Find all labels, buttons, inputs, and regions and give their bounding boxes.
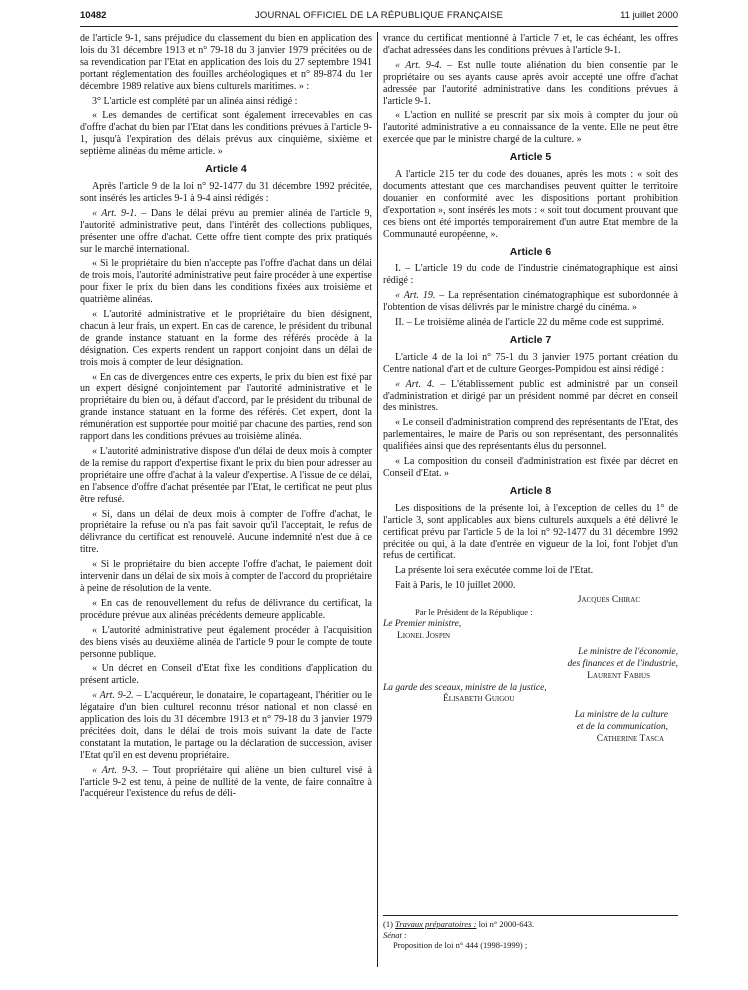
article-ref: « Art. 19. xyxy=(395,290,436,302)
paragraph: « En cas de divergences entre ces experts, le prix du bien est fixé par un expert désigné conjointement par l'autorité administrative et le propriétaire du bien ou, à défaut d'accord, par le président du tribunal de grande instance statuant en la forme des référés. Cet expert, dont la rémunération est supportée pour moitié par chacune des parties, rend son rapport dans les conditions prévues au troisième alinéa. xyxy=(80,371,372,443)
paragraph: « L'autorité administrative dispose d'un délai de deux mois à compter de la remise du rapport d'expertise fixant le prix du bien pour adresser au propriétaire une offre d'achat à la valeur d'expertise. A l'issue de ce délai, en l'absence d'offre d'achat présentée par l'Etat, le certificat ne peut plus être refusé. xyxy=(80,446,372,505)
paragraph-text: – Tout propriétaire qui aliène un bien culturel visé à l'article 9-2 est tenu, à peine de nullité de la vente, de faire connaître à l'acquéreur l'existence du refus de déli- xyxy=(80,764,372,800)
signatory-name: Lionel Jospin xyxy=(397,630,451,641)
page-number: 10482 xyxy=(80,10,107,21)
article-heading: Article 4 xyxy=(205,163,247,176)
footnote-value: loi n° 2000-643. xyxy=(476,919,535,929)
paragraph: « Si le propriétaire du bien accepte l'offre d'achat, le paiement doit intervenir dans un délai de six mois à compter de l'accord du propriétaire à peine de résolution de la vente. xyxy=(80,559,372,594)
paragraph xyxy=(80,690,372,761)
signatory-president: Jacques Chirac xyxy=(577,595,640,606)
signatory-name: Laurent Fabius xyxy=(587,670,650,681)
footnote-line: Sénat : xyxy=(383,929,407,940)
signatory-title: La ministre de la culture xyxy=(574,710,668,721)
paragraph: Fait à Paris, le 10 juillet 2000. xyxy=(395,580,516,592)
signatory-title: des finances et de l'industrie, xyxy=(567,658,678,669)
paragraph: 3° L'article est complété par un alinéa ainsi rédigé : xyxy=(92,95,298,107)
footnote-line: Proposition de loi n° 444 (1998-1999) ; xyxy=(393,940,528,950)
paragraph-text: – La représentation cinématographique est subordonnée à l'obtention de visas délivrés par le ministre chargé du cinéma. » xyxy=(383,290,678,314)
paragraph xyxy=(383,379,678,415)
footnote-line: (1) Travaux préparatoires : loi n° 2000-643. xyxy=(383,919,535,929)
paragraph: La présente loi sera exécutée comme loi de l'Etat. xyxy=(395,565,594,577)
article-ref: « Art. 9-3. xyxy=(92,764,138,776)
footnote-label: Travaux préparatoires : xyxy=(395,919,477,929)
paragraph xyxy=(383,290,678,314)
signatory-name: Catherine Tasca xyxy=(596,734,664,745)
paragraph xyxy=(80,765,372,801)
article-heading: Article 8 xyxy=(509,484,552,497)
paragraph: Les dispositions de la présente loi, à l'exception de celles du 1° de l'article 3, sont applicables aux biens culturels auxquels a été délivré le certificat prévu par l'article 5 de la loi n° 92-1477 du 31 décembre 1992 précitée ou qui, à la date d'entrée en vigueur de la loi, font l'objet d'un refus de certificat. xyxy=(383,502,678,562)
article-ref: « Art. 9-2. xyxy=(92,690,134,702)
journal-title: JOURNAL OFFICIEL DE LA RÉPUBLIQUE FRANÇAISE xyxy=(254,10,504,21)
paragraph: I. – L'article 19 du code de l'industrie cinématographique est ainsi rédigé : xyxy=(383,263,678,287)
paragraph: « Les demandes de certificat sont également irrecevables en cas d'offre d'achat du bien par l'Etat dans les conditions prévues à l'article 9-1, jusqu'à l'expiration des délais prévus aux cinquième, sixième et septième alinéas du même article. » xyxy=(80,110,372,158)
signatory-title: et de la communication, xyxy=(576,722,668,733)
right-column xyxy=(383,33,678,746)
paragraph: « L'action en nullité se prescrit par six mois à compter du jour où l'autorité administrative a eu connaissance de la vente. Elle ne peut être exercée que par le ministre chargé de la culture. » xyxy=(383,110,678,146)
paragraph: vrance du certificat mentionné à l'article 7 et, le cas échéant, les offres d'achat adressées dans les conditions prévues à l'article 9-1. xyxy=(383,33,678,56)
paragraph xyxy=(383,60,678,108)
paragraph: « La composition du conseil d'administration est fixée par décret en Conseil d'Etat. » xyxy=(383,456,678,479)
paragraph-text: – Dans le délai prévu au premier alinéa de l'article 9, l'autorité administrative peut, dans l'intérêt des collections publiques, présenter une offre d'achat. Cette offre tient compte des prix pratiqués sur le marché international. xyxy=(80,207,373,255)
article-heading: Article 7 xyxy=(509,333,552,346)
publication-date: 11 juillet 2000 xyxy=(620,10,678,21)
paragraph: de l'article 9-1, sans préjudice du classement du bien en application des lois du 31 décembre 1913 et n° 79-18 du 3 janvier 1979 précitées ou de sa revendication par l'Etat en application des lois du 27 septembre 1941 portant réglementation des fouilles archéologiques et n° 89-874 du 1er décembre 1989 relative aux biens culturels maritimes. » : xyxy=(80,33,372,92)
paragraph: « L'autorité administrative et le propriétaire du bien désignent, chacun à leur frais, un expert. En cas de carence, le président du tribunal de grande instance statuant en la forme des référés procède à la désignation. Ces experts rendent un rapport conjoint dans un délai de trois mois à compter de leur désignation. xyxy=(80,309,372,368)
footnote xyxy=(383,915,678,951)
signatory-title: Le ministre de l'économie, xyxy=(578,646,678,657)
signatory-title: La garde des sceaux, ministre de la justice, xyxy=(383,682,547,693)
paragraph: II. – Le troisième alinéa de l'article 22 du même code est supprimé. xyxy=(395,317,664,329)
paragraph-text: – L'établissement public est administré par un conseil d'administration et dirigé par un président nommé par décret en conseil des ministres. xyxy=(383,378,678,414)
paragraph-text: – L'acquéreur, le donataire, le copartageant, l'héritier ou le légataire d'un bien culturel reconnu trésor national et non classé en application des lois du 31 décembre 1913 et n° 79-18 du 3 janvier 1979 précitées doit, dans le délai de trois mois suivant la date de l'acte constatant la mutation, le partage ou la déclaration de succession, aviser l'Etat qu'il en est devenu propriétaire. xyxy=(80,690,373,761)
paragraph: « Un décret en Conseil d'Etat fixe les conditions d'application du présent article. xyxy=(80,663,372,687)
left-column xyxy=(80,33,372,803)
paragraph: « Le conseil d'administration comprend des représentants de l'Etat, des parlementaires, le maire de Paris ou son représentant, des personnalités qualifiées ainsi que des représentants élus du personnel. xyxy=(383,417,678,453)
paragraph: « En cas de renouvellement du refus de délivrance du certificat, la procédure prévue aux alinéas précédents demeure applicable. xyxy=(80,597,372,621)
signature-block xyxy=(383,595,678,746)
article-heading: Article 6 xyxy=(509,245,552,258)
article-heading: Article 5 xyxy=(509,151,552,164)
paragraph: Après l'article 9 de la loi n° 92-1477 du 31 décembre 1992 précitée, sont insérés les articles 9-1 à 9-4 ainsi rédigés : xyxy=(80,180,372,204)
signatory-name: Élisabeth Guigou xyxy=(443,694,515,705)
paragraph-text: – Est nulle toute aliénation du bien consentie par le propriétaire ou ses ayants cause après avoir accepté une offre d'achat adressée par l'autorité administrative dans les conditions prévues à l'article 9-1. xyxy=(383,59,678,107)
paragraph: « L'autorité administrative peut également procéder à l'acquisition des biens visés au deuxième alinéa de l'article 9 pour le compte de toute personne publique. xyxy=(80,624,372,660)
column-divider xyxy=(377,32,378,967)
article-ref: « Art. 9-4. xyxy=(395,59,442,71)
paragraph xyxy=(80,208,372,256)
paragraph: « Si le propriétaire du bien n'accepte pas l'offre d'achat dans un délai de trois mois, l'autorité administrative peut faire procéder à une expertise pour fixer le prix du bien dans les conditions fixées aux troisième et quatrième alinéas. xyxy=(80,258,372,306)
paragraph: « Si, dans un délai de deux mois à compter de l'offre d'achat, le propriétaire la refuse ou n'a pas fait savoir qu'il l'acceptait, le refus de délivrance du certificat est renouvelé. Aucune indemnité n'est due à ce titre. xyxy=(80,508,372,556)
page-header xyxy=(80,10,678,27)
paragraph: A l'article 215 ter du code des douanes, après les mots : « soit des documents attestant que ces marchandises peuvent quitter le territoire douanier en conformité avec les dispositions portant prohibition d'exportation », sont insérés les mots : « soit tout document prouvant que ces biens ont été importés temporairement d'un autre Etat membre de la Communauté européenne, ». xyxy=(383,169,678,240)
article-ref: « Art. 4. xyxy=(395,378,435,390)
signatory-intro: Par le Président de la République : xyxy=(415,607,533,618)
paragraph: L'article 4 de la loi n° 75-1 du 3 janvier 1975 portant création du Centre national d'art et de culture Georges-Pompidou est ainsi rédigé : xyxy=(383,351,678,375)
article-ref: « Art. 9-1. xyxy=(92,207,137,219)
signatory-title: Le Premier ministre, xyxy=(383,618,462,629)
